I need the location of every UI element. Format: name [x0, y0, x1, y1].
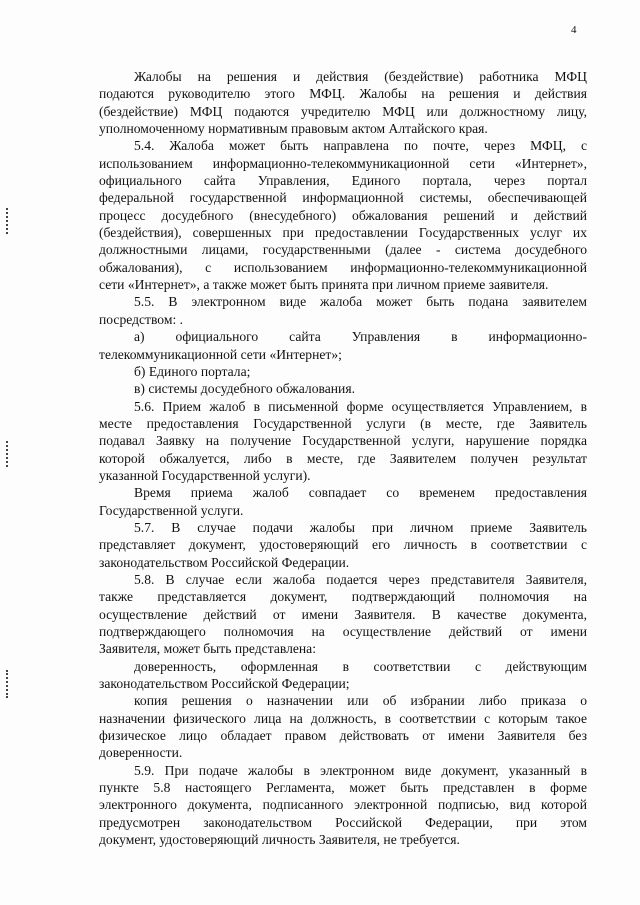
text-line: электронного документа, подписанного электронной подписью, вид которой: [99, 797, 587, 813]
text-line: уполномоченному нормативным правовым актом Алтайского края.: [99, 121, 488, 137]
text-line: назначении физического лица на должность, в соответствии с которым такое: [99, 710, 587, 726]
text-line: документ, удостоверяющий личность Заявителя, не требуется.: [99, 832, 460, 848]
text-line: 5.4. Жалоба может быть направлена по почте, через МФЦ, с: [134, 138, 587, 154]
document-body: [99, 68, 587, 848]
text-line: 5.5. В электронном виде жалоба может быть подана заявителем: [134, 294, 587, 310]
text-line: пункте 5.8 настоящего Регламента, может быть представлен в форме: [99, 780, 587, 796]
text-line: телекоммуникационной сети «Интернет»;: [99, 346, 342, 362]
text-line: подавал Заявку на получение Государственной услуги, нарушение порядка: [99, 433, 587, 449]
text-line: законодательством Российской Федерации;: [99, 676, 350, 692]
punch-hole-marks: [6, 441, 11, 467]
text-line: осуществление действий от имени Заявителя. В качестве документа,: [99, 606, 587, 622]
text-line: (бездействие) МФЦ подаются учредителю МФЦ или должностному лицу,: [99, 103, 587, 119]
punch-hole-marks: [6, 208, 11, 234]
punch-hole-marks: [6, 670, 11, 698]
text-line: предусмотрен законодательством Российской Федерации, при этом: [99, 814, 587, 830]
text-line: должностными лицами, государственными (далее - система досудебного: [99, 242, 587, 258]
text-line: Заявителя, может быть представлена:: [99, 641, 316, 657]
text-line: посредством: .: [99, 311, 184, 327]
page-number: 4: [571, 24, 577, 36]
text-line: подтверждающего полномочия на осуществление действий от имени: [99, 624, 587, 639]
text-line: представляет документ, удостоверяющий его личность в соответствии с: [99, 537, 587, 553]
text-line: 5.7. В случае подачи жалобы при личном приеме Заявитель: [134, 519, 587, 535]
text-line: также представляется документ, подтверждающий полномочия на: [99, 589, 587, 605]
text-line: законодательством Российской Федерации.: [99, 554, 350, 570]
text-line: Жалобы на решения и действия (бездействие) работника МФЦ: [134, 69, 587, 84]
text-line: использованием информационно-телекоммуникационной сети «Интернет»,: [99, 155, 587, 171]
text-line: официального сайта Управления, Единого портала, через портал: [99, 173, 587, 189]
text-line: которой обжалуется, либо в месте, где Заявителем получен результат: [99, 450, 587, 466]
text-line: б) Единого портала;: [134, 363, 251, 379]
text-line: федеральной государственной информационной системы, обеспечивающей: [99, 190, 587, 206]
text-line: доверенности.: [99, 745, 183, 761]
text-line: (бездействия), совершенных при предоставлении Государственных услуг их: [99, 225, 587, 241]
text-line: 5.9. При подаче жалобы в электронном виде документ, указанный в: [134, 762, 587, 778]
text-line: Время приема жалоб совпадает со временем предоставления: [134, 485, 587, 501]
text-line: Государственной услуги.: [99, 502, 244, 518]
text-line: процесс досудебного (внесудебного) обжалования решений и действий: [99, 207, 587, 223]
text-line: подаются руководителю этого МФЦ. Жалобы на решения и действия: [99, 86, 587, 102]
text-line: месте предоставления Государственной услуги (в месте, где Заявитель: [99, 415, 587, 431]
text-line: физическое лицо обладает правом действовать от имени Заявителя без: [99, 728, 587, 744]
text-line: в) системы досудебного обжалования.: [134, 381, 355, 397]
text-line: 5.6. Прием жалоб в письменной форме осуществляется Управлением, в: [134, 398, 587, 414]
text-line: обжалования), с использованием информационно-телекоммуникационной: [99, 259, 587, 275]
text-line: доверенность, оформленная в соответствии с действующим: [134, 658, 587, 674]
text-line: а) официального сайта Управления в информационно-: [134, 329, 587, 345]
text-line: указанной Государственной услуги).: [99, 467, 311, 483]
text-line: 5.8. В случае если жалоба подается через представителя Заявителя,: [134, 571, 587, 587]
text-line: сети «Интернет», а также может быть принята при личном приеме заявителя.: [99, 277, 549, 293]
text-line: копия решения о назначении или об избрании либо приказа о: [134, 693, 587, 709]
